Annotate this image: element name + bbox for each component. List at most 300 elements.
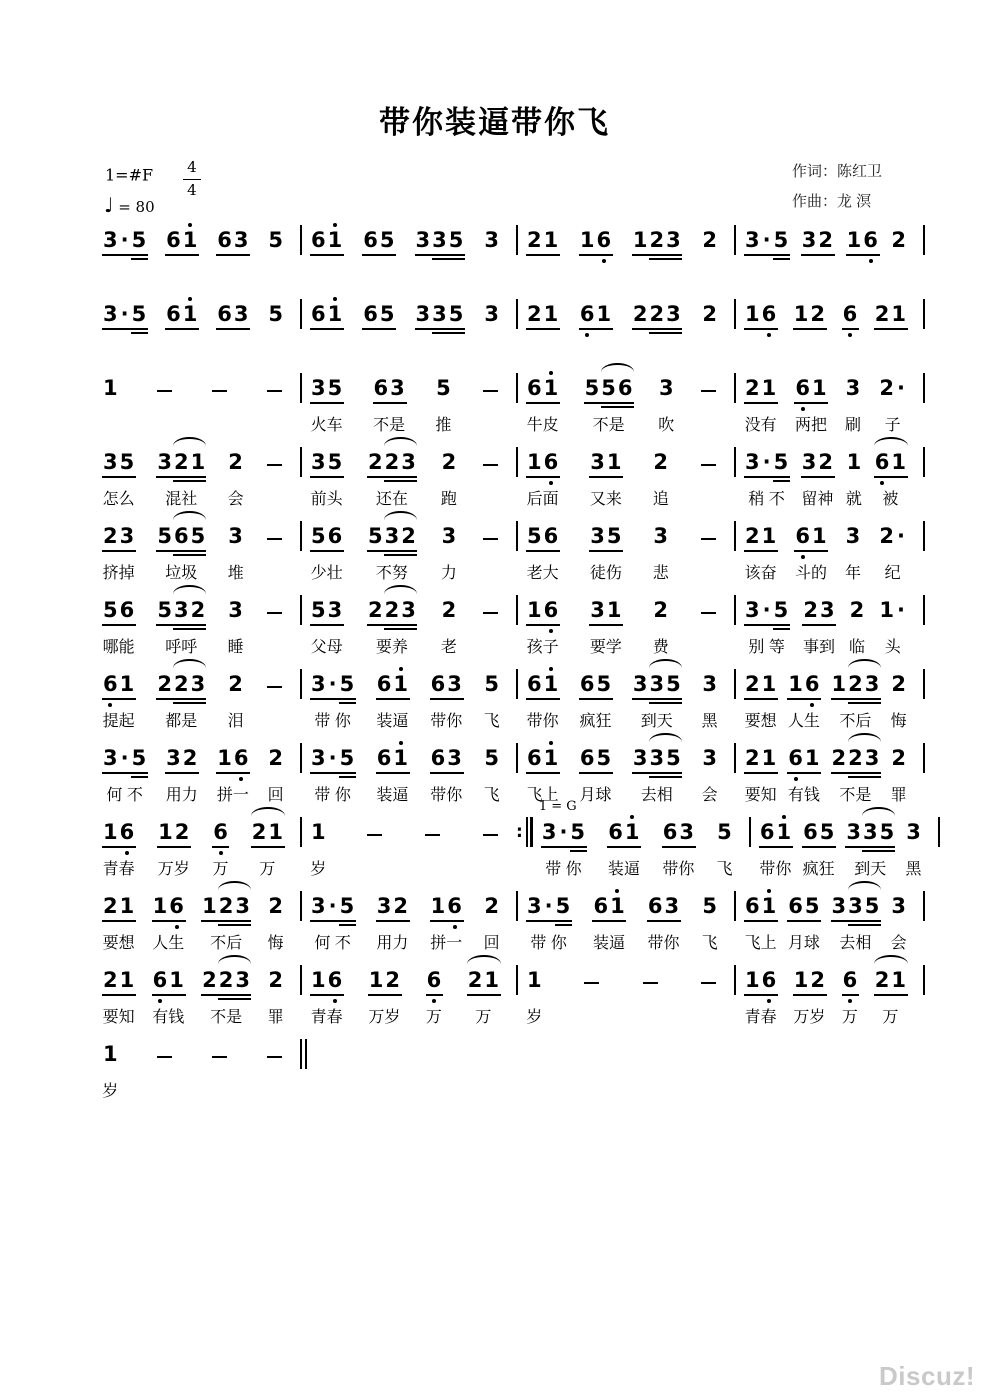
note-cell	[641, 966, 660, 993]
note-digit: 6	[593, 894, 609, 918]
high-octave-dot	[333, 297, 337, 301]
note-digit: 1	[190, 450, 206, 474]
note-cell	[831, 744, 881, 771]
beam-underline	[589, 550, 623, 552]
score-line	[100, 374, 945, 448]
note-cell	[481, 448, 500, 475]
note-digit: 3	[906, 820, 921, 844]
note-digit: 5	[584, 376, 600, 400]
beat-column	[744, 226, 789, 253]
beat-column	[802, 818, 835, 879]
note-digit: 1	[103, 820, 118, 844]
beat-column	[165, 300, 198, 327]
note-cell	[744, 966, 777, 993]
note-digit: 5	[606, 524, 622, 548]
beam-underline	[131, 776, 148, 778]
note-digit: 3	[541, 820, 557, 844]
beat-column	[801, 226, 834, 253]
beat-column	[701, 300, 718, 327]
note-cell	[526, 522, 559, 549]
note-cell	[652, 596, 669, 623]
measure	[100, 818, 300, 879]
barline	[923, 669, 925, 699]
note-digit: 3	[432, 228, 447, 252]
note-digit: 2	[848, 672, 863, 696]
note-digit: 1	[891, 450, 906, 474]
beat-column	[362, 300, 395, 327]
measure	[751, 818, 938, 879]
beam-underline	[759, 846, 793, 848]
beat-column	[165, 744, 198, 805]
lyric-text: 怎么	[102, 491, 135, 508]
note-digit: 1	[103, 1042, 118, 1066]
lyric-text: 黑	[701, 713, 718, 730]
measure	[100, 448, 300, 509]
beam-underline	[801, 476, 835, 478]
beam-underline	[251, 846, 285, 848]
beam-underline	[152, 994, 186, 996]
beat-column	[632, 744, 682, 805]
lyric-text: 疯狂	[802, 861, 835, 878]
note-cell	[878, 522, 907, 549]
beat-column	[579, 300, 612, 327]
note-digit: 2	[653, 450, 669, 474]
beam-underline	[131, 332, 148, 334]
beat-column	[310, 522, 343, 583]
lyric-text: 拼一	[430, 935, 463, 952]
beat-column	[367, 448, 417, 509]
note-digit: 5	[190, 524, 206, 548]
note-digit: 6	[119, 598, 135, 622]
lyric-text: 吹	[658, 417, 675, 434]
lyric-text: 悔	[267, 935, 284, 952]
lyric-text: 带你	[662, 861, 695, 878]
beam-underline	[165, 254, 199, 256]
beam-underline	[310, 550, 344, 552]
beat-column	[526, 596, 559, 657]
beat-column	[102, 818, 135, 879]
note-digit: 2	[103, 524, 118, 548]
note-digit: 3	[190, 672, 206, 696]
beam-underline	[874, 994, 908, 996]
note-digit: 5	[702, 894, 717, 918]
note-digit: 3	[447, 746, 462, 770]
score-body	[100, 226, 945, 1114]
note-cell	[415, 226, 465, 253]
lyric-text: 装逼	[607, 861, 640, 878]
note-cell	[744, 374, 777, 401]
note-cell	[102, 596, 135, 623]
beam-underline	[787, 772, 821, 774]
beam-underline	[773, 480, 790, 482]
beat-column	[102, 892, 135, 953]
beat-column	[589, 522, 622, 583]
note-digit: 1	[745, 302, 760, 326]
note-digit: 6	[788, 894, 803, 918]
beam-underline	[373, 402, 407, 404]
note-cell	[102, 670, 135, 697]
note-cell	[744, 744, 777, 771]
note-cell	[658, 374, 675, 401]
note-digit: 2	[368, 450, 383, 474]
tie-arc	[848, 881, 881, 890]
note-cell	[102, 522, 135, 549]
note-digit: 3	[831, 894, 847, 918]
beam-underline	[310, 328, 344, 330]
note-digit: 5	[379, 228, 395, 252]
note-cell	[201, 966, 251, 993]
note-digit: 2	[649, 302, 665, 326]
high-octave-dot	[782, 815, 786, 819]
note-digit: 1	[579, 228, 595, 252]
augmentation-dot: ·	[896, 376, 905, 400]
note-digit: 3	[311, 894, 326, 918]
note-cell	[845, 374, 862, 401]
note-digit: 1	[761, 894, 778, 919]
lyric-text: 带 你	[530, 935, 567, 952]
beam-underline	[632, 772, 682, 774]
note-cell	[155, 1040, 174, 1067]
note-digit: 3	[664, 894, 680, 918]
note-digit: 2	[401, 524, 416, 548]
note-digit: 3	[157, 450, 172, 474]
song-title: 带你装逼带你飞	[379, 105, 610, 140]
beam-underline	[579, 254, 613, 256]
note-digit: 2	[218, 894, 234, 918]
beat-column	[744, 374, 777, 435]
lyric-text: 万岁	[793, 1009, 826, 1026]
note-cell	[227, 596, 244, 623]
note-digit: 5	[119, 450, 135, 474]
beat-column	[201, 892, 251, 953]
lyric-text: 力	[440, 565, 457, 582]
barline	[923, 521, 925, 551]
lyric-text: 不是	[373, 417, 406, 434]
measure	[302, 522, 516, 583]
note-digit: 6	[173, 524, 189, 548]
beat-column	[662, 818, 695, 879]
beam-underline	[362, 254, 396, 256]
note-digit: 2	[527, 228, 542, 252]
note-digit: 1	[527, 450, 542, 474]
lyric-text: 纪	[884, 565, 901, 582]
beam-underline	[787, 920, 821, 922]
beat-column	[483, 744, 500, 805]
lyric-text: 父母	[310, 639, 343, 656]
note-cell	[367, 448, 417, 475]
note-digit: 2	[202, 968, 217, 992]
beam-underline	[589, 476, 623, 478]
note-digit: 2	[393, 894, 409, 918]
beat-column	[699, 596, 718, 657]
note-digit: 1	[846, 228, 862, 252]
note-cell	[481, 818, 500, 845]
note-digit: 2	[268, 968, 283, 992]
beat-column	[376, 670, 409, 731]
beat-column	[367, 596, 417, 657]
note-digit: 5	[311, 524, 326, 548]
beam-underline	[102, 254, 148, 256]
beam-underline	[102, 328, 148, 330]
lyric-text: 何 不	[314, 935, 351, 952]
lyric-text: 年	[844, 565, 861, 582]
beam-underline	[165, 772, 199, 774]
beat-column	[441, 596, 458, 657]
note-digit: 6	[430, 672, 446, 696]
note-cell	[802, 818, 835, 845]
note-digit: 6	[217, 228, 232, 252]
note-cell	[526, 448, 559, 475]
note-digit: 1	[368, 968, 384, 992]
note-digit: 6	[430, 746, 446, 770]
measure	[100, 596, 300, 657]
note-digit: 6	[446, 894, 463, 919]
measure	[736, 744, 923, 805]
note-digit: 3	[653, 524, 669, 548]
note-digit: 2	[384, 598, 400, 622]
note-cell	[652, 522, 669, 549]
note-cell	[212, 818, 229, 845]
low-octave-dot	[239, 777, 243, 781]
note-digit: 6	[212, 820, 229, 845]
lyric-text: 何 不	[106, 787, 143, 804]
note-digit: 5	[157, 598, 172, 622]
lyric-text: 老	[440, 639, 457, 656]
beat-column	[579, 226, 612, 253]
low-octave-dot	[848, 333, 852, 337]
dash-note	[212, 390, 227, 393]
lyric-text: 回	[267, 787, 284, 804]
beat-column	[831, 744, 881, 805]
note-cell	[156, 448, 206, 475]
note-cell	[878, 596, 907, 623]
beam-underline	[744, 550, 778, 552]
beat-column	[201, 966, 251, 1027]
note-digit: 1	[543, 302, 559, 326]
note-cell	[210, 1040, 229, 1067]
beam-underline	[744, 328, 778, 330]
beam-underline	[173, 554, 206, 556]
beam-underline	[367, 624, 417, 626]
note-cell	[441, 596, 458, 623]
note-cell	[102, 744, 147, 771]
dash-note	[483, 538, 498, 541]
beat-column	[526, 448, 559, 509]
lyric-text: 装逼	[376, 713, 409, 730]
measure	[100, 670, 300, 731]
note-digit: 2	[874, 968, 890, 992]
note-cell	[632, 670, 682, 697]
beat-column	[481, 448, 500, 509]
beam-underline	[589, 624, 623, 626]
beam-underline	[384, 554, 417, 556]
barline	[923, 965, 925, 995]
note-digit: 5	[327, 450, 343, 474]
note-digit: 5	[339, 894, 355, 918]
measure	[736, 374, 923, 435]
beam-underline	[157, 846, 191, 848]
beam-underline	[794, 402, 828, 404]
note-cell	[227, 670, 244, 697]
note-digit: 1	[392, 746, 409, 771]
augmentation-dot: ·	[896, 524, 905, 548]
lyric-text: 到天	[854, 861, 887, 878]
note-cell	[579, 300, 612, 327]
beam-underline	[632, 254, 682, 256]
lyric-text: 带 你	[314, 787, 351, 804]
low-octave-dot	[175, 925, 179, 929]
note-digit: 3	[401, 598, 416, 622]
lyric-text: 万	[475, 1009, 492, 1026]
note-cell	[831, 670, 881, 697]
note-cell	[165, 226, 198, 253]
note-digit: 1	[761, 524, 777, 548]
beat-column	[759, 818, 792, 879]
beam-underline	[744, 624, 790, 626]
lyric-text: 哪能	[102, 639, 135, 656]
beam-underline	[310, 994, 344, 996]
beat-column	[842, 966, 859, 1027]
note-cell	[526, 892, 571, 919]
note-digit: 3	[666, 228, 681, 252]
note-digit: 1	[745, 968, 760, 992]
beam-underline	[310, 624, 344, 626]
measure	[302, 744, 516, 805]
lyric-text: 不是	[839, 787, 872, 804]
beat-column	[846, 226, 879, 253]
composer-credit: 作曲：龙 溟	[792, 193, 872, 210]
beam-underline	[744, 254, 790, 256]
note-digit: 2	[891, 746, 906, 770]
lyric-text: 刷	[844, 417, 861, 434]
note-digit: 1	[632, 228, 648, 252]
beat-column	[310, 448, 343, 509]
lyric-text: 稍 不	[748, 491, 785, 508]
beat-column	[310, 596, 343, 657]
beam-underline	[430, 698, 464, 700]
note-digit: 6	[842, 968, 859, 993]
beam-underline	[831, 920, 881, 922]
beam-underline	[579, 772, 613, 774]
b1	[526, 817, 528, 847]
beat-column	[658, 374, 675, 435]
note-digit: 1	[609, 894, 626, 919]
note-digit: 6	[759, 820, 775, 844]
beat-column	[846, 448, 863, 509]
note-digit: 6	[166, 228, 181, 252]
lyric-text: 万	[212, 861, 229, 878]
lyric-text: 罪	[890, 787, 907, 804]
note-cell	[874, 448, 907, 475]
note-cell	[793, 300, 826, 327]
note-digit: 6	[874, 450, 891, 475]
note-cell	[267, 744, 284, 771]
note-digit: 3	[166, 746, 181, 770]
beat-column	[652, 448, 669, 509]
lyric-text: 飞	[483, 713, 500, 730]
beat-column	[216, 226, 249, 253]
beat-column	[890, 670, 907, 731]
augmentation-dot: ·	[328, 672, 337, 696]
note-cell	[801, 226, 834, 253]
note-digit: 5	[666, 672, 681, 696]
note-digit: 2	[653, 598, 669, 622]
note-digit: 6	[596, 228, 613, 253]
note-cell	[210, 374, 229, 401]
note-digit: 6	[647, 894, 663, 918]
lyric-text: 岁	[102, 1083, 119, 1100]
beam-underline	[384, 480, 417, 482]
beam-underline	[744, 994, 778, 996]
note-cell	[102, 300, 147, 327]
low-octave-dot	[108, 703, 112, 707]
note-cell	[156, 596, 206, 623]
note-cell	[526, 744, 559, 771]
beam-underline	[201, 994, 251, 996]
note-digit: 6	[579, 672, 595, 696]
note-cell	[579, 744, 612, 771]
note-cell	[699, 374, 718, 401]
note-digit: 2	[173, 450, 189, 474]
note-digit: 6	[842, 302, 859, 327]
note-digit: 2	[268, 894, 283, 918]
note-digit: 1	[268, 820, 283, 844]
beam-underline	[526, 328, 560, 330]
note-digit: 1	[169, 968, 184, 992]
note-digit: 1	[158, 820, 173, 844]
beat-column	[102, 448, 135, 509]
lyric-text: 青春	[744, 1009, 777, 1026]
beam-underline	[793, 328, 827, 330]
measure	[518, 596, 734, 657]
note-cell	[156, 670, 206, 697]
augmentation-dot: ·	[120, 302, 129, 326]
measure	[736, 892, 923, 953]
lyric-text: 飞	[716, 861, 733, 878]
lyric-text: 该奋	[744, 565, 777, 582]
beam-underline	[848, 702, 881, 704]
beat-column	[426, 966, 443, 1027]
note-digit: 6	[662, 820, 678, 844]
beam-underline	[592, 920, 626, 922]
note-cell	[802, 596, 835, 623]
note-digit: 2	[441, 598, 457, 622]
beam-underline	[787, 698, 821, 700]
note-digit: 2	[810, 968, 826, 992]
lyric-text: 没有	[744, 417, 777, 434]
beam-underline	[173, 480, 206, 482]
beam-underline	[802, 846, 836, 848]
note-cell	[787, 744, 820, 771]
note-digit: 6	[527, 672, 542, 696]
dash-note	[483, 390, 498, 393]
note-digit: 2	[745, 746, 760, 770]
lyric-text: 牛皮	[526, 417, 559, 434]
augmentation-dot: ·	[762, 228, 771, 252]
beat-column	[845, 374, 862, 435]
note-cell	[216, 744, 249, 771]
measure	[302, 966, 516, 1027]
dash-note	[267, 1056, 282, 1059]
note-digit: 2	[157, 672, 172, 696]
note-cell	[662, 818, 695, 845]
beat-column	[878, 596, 907, 657]
beat-column	[102, 966, 135, 1027]
lyric-text: 两把	[794, 417, 827, 434]
note-digit: 2	[251, 820, 267, 844]
note-digit: 5	[131, 228, 147, 252]
note-cell	[102, 448, 135, 475]
